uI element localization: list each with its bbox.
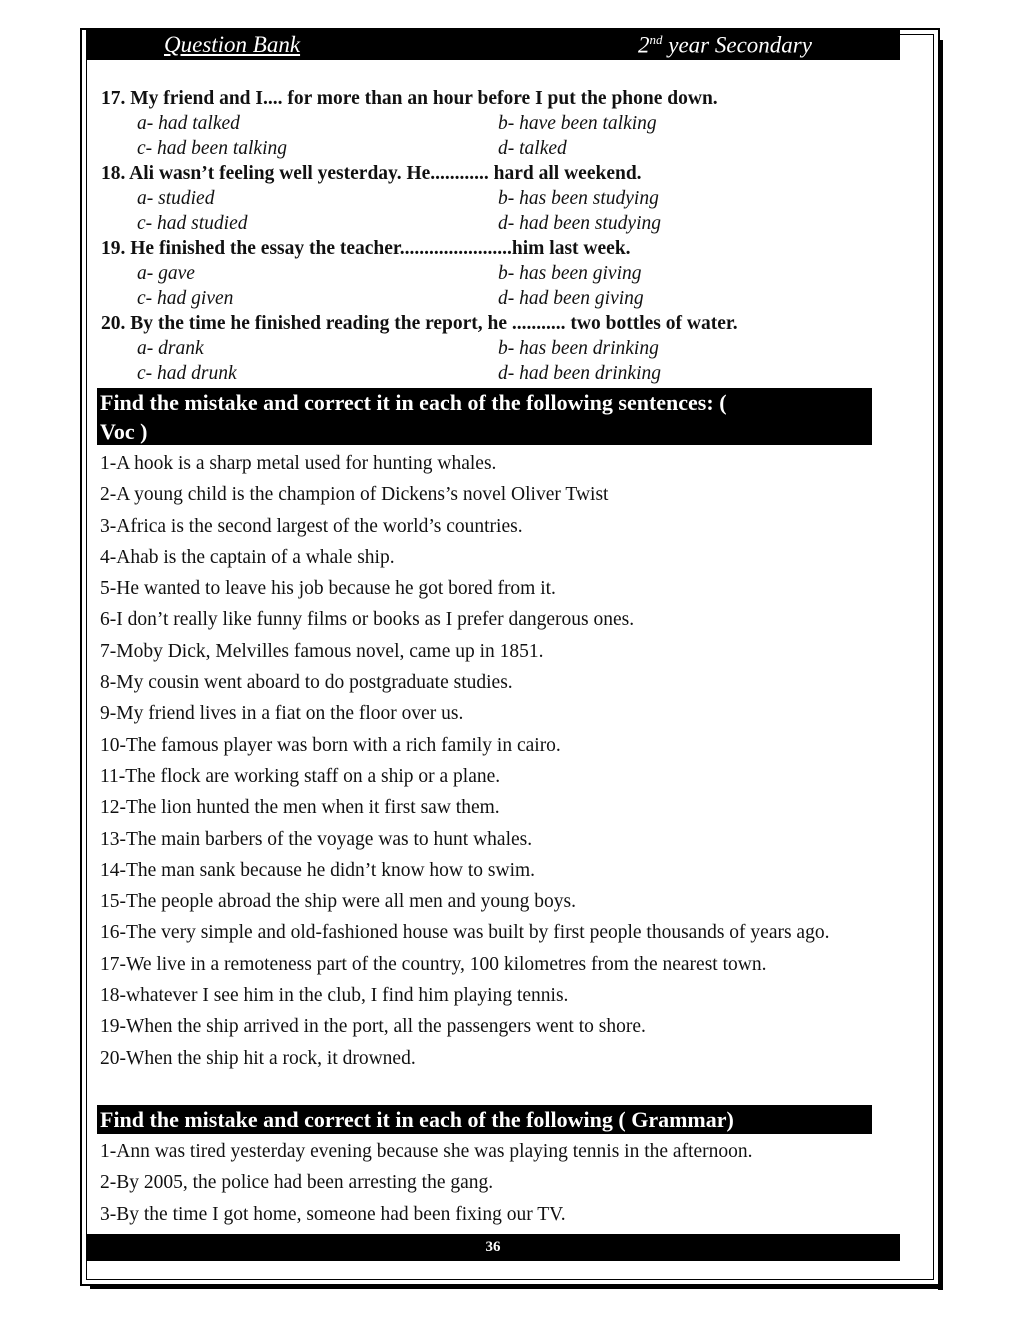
option-d: d- had been giving (498, 288, 644, 309)
option-d: d- had been drinking (498, 363, 662, 384)
list-item: 4-Ahab is the captain of a whale ship. (100, 546, 395, 568)
list-item: 1-Ann was tired yesterday evening because she was playing tennis in the afternoon. (100, 1141, 753, 1162)
list-item: 3-By the time I got home, someone had been fixing our TV. (100, 1203, 566, 1225)
list-item: 14-The man sank because he didn’t know how to swim. (100, 859, 536, 881)
header-title: Question Bank (164, 32, 301, 57)
header-grade-sup: nd (649, 32, 663, 47)
list-item: 19-When the ship arrived in the port, all the passengers went to shore. (100, 1016, 646, 1038)
section-heading-grammar: Find the mistake and correct it in each of the following ( Grammar) (97, 1105, 872, 1134)
option-row (101, 136, 901, 161)
list-item: 7-Moby Dick, Melvilles famous novel, came up in 1851. (100, 640, 544, 662)
list-item: 1-A hook is a sharp metal used for hunting whales. (100, 453, 497, 474)
list-item: 3-Africa is the second largest of the world’s countries. (100, 515, 523, 537)
option-row (101, 211, 901, 236)
option-row (101, 361, 901, 386)
list-item: 20-When the ship hit a rock, it drowned. (100, 1047, 416, 1069)
option-row (101, 336, 901, 361)
mcq-question (101, 236, 901, 311)
list-item: 9-My friend lives in a fiat on the floor over us. (100, 703, 464, 725)
option-a: a- drank (137, 338, 204, 359)
mcq-question (101, 86, 901, 161)
option-c: c- had studied (137, 213, 248, 234)
page-frame-shadow-bottom (90, 1284, 943, 1289)
header-grade-number: 2 (638, 32, 650, 58)
mcq-question (101, 161, 901, 236)
list-item: 15-The people abroad the ship were all men and young boys. (100, 891, 576, 913)
grammar-sentence-list (100, 1136, 890, 1230)
question-stem: 18. Ali wasn’t feeling well yesterday. He............ hard all weekend. (101, 163, 642, 184)
option-b: b- has been giving (498, 263, 642, 284)
list-item: 18-whatever I see him in the club, I find him playing tennis. (100, 985, 569, 1007)
question-stem: 19. He finished the essay the teacher.......................him last week. (101, 238, 631, 259)
option-row (101, 111, 901, 136)
option-c: c- had drunk (137, 363, 237, 384)
list-item: 6-I don’t really like funny films or books as I prefer dangerous ones. (100, 609, 635, 631)
list-item: 10-The famous player was born with a rich family in cairo. (100, 734, 561, 756)
option-row (101, 261, 901, 286)
footer-bar (86, 1234, 900, 1261)
question-stem: 17. My friend and I.... for more than an hour before I put the phone down. (101, 88, 718, 109)
list-item: 11-The flock are working staff on a ship or a plane. (100, 765, 501, 787)
page-frame-shadow-right (938, 40, 943, 1290)
vocab-sentence-list (100, 448, 890, 1074)
list-item: 2-A young child is the champion of Dickens’s novel Oliver Twist (100, 484, 609, 506)
header-grade (638, 32, 812, 59)
mcq-question (101, 311, 901, 386)
option-b: b- has been studying (498, 188, 659, 209)
section-heading-line2: Voc ) (100, 419, 148, 444)
option-c: c- had given (137, 288, 234, 309)
list-item: 2-By 2005, the police had been arresting the gang. (100, 1172, 494, 1194)
list-item: 12-The lion hunted the men when it first saw them. (100, 797, 500, 819)
option-d: d- had been studying (498, 213, 662, 234)
list-item: 13-The main barbers of the voyage was to hunt whales. (100, 828, 533, 850)
option-row (101, 186, 901, 211)
option-b: b- has been drinking (498, 338, 659, 359)
option-d: d- talked (498, 138, 567, 159)
option-a: a- gave (137, 263, 195, 284)
header-bar (86, 29, 900, 60)
page-number: 36 (485, 1239, 501, 1255)
list-item: 16-The very simple and old-fashioned house was built by first people thousands of years ago. (100, 922, 830, 944)
section-heading-line1: Find the mistake and correct it in each of the following sentences: ( (100, 390, 727, 415)
header-grade-rest: year Secondary (662, 32, 812, 58)
section-heading-vocab (97, 388, 872, 445)
mcq-block (101, 86, 901, 386)
question-stem: 20. By the time he finished reading the report, he ........... two bottles of water. (101, 313, 738, 334)
list-item: 5-He wanted to leave his job because he got bored from it. (100, 578, 556, 600)
option-a: a- studied (137, 188, 215, 209)
list-item: 8-My cousin went aboard to do postgraduate studies. (100, 672, 513, 694)
option-b: b- have been talking (498, 113, 657, 134)
list-item: 17-We live in a remoteness part of the country, 100 kilometres from the nearest town. (100, 953, 767, 975)
option-a: a- had talked (137, 113, 240, 134)
option-c: c- had been talking (137, 138, 287, 159)
option-row (101, 286, 901, 311)
